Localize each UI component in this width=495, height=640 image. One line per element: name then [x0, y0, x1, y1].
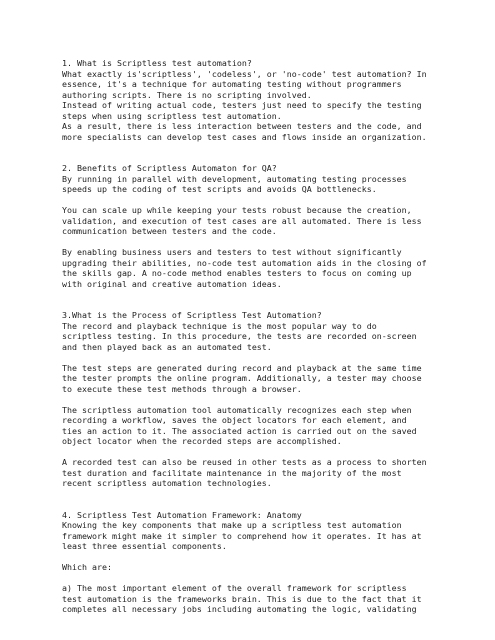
text-line: Instead of writing actual code, testers just need to specify the testing	[62, 100, 422, 110]
paragraph	[62, 247, 492, 289]
text-line: framework might make it simpler to comprehend how it operates. It has at	[62, 530, 422, 541]
text-line: communication between testers and the code.	[62, 226, 277, 236]
text-line: more specialists can develop test cases and flows inside an organization.	[62, 131, 427, 142]
text-line: The test steps are generated during record and playback at the same time	[62, 362, 422, 373]
spacer	[62, 447, 492, 458]
paragraph	[62, 405, 492, 447]
paragraph	[62, 457, 492, 489]
text-line: the tester prompts the online program. Additionally, a tester may choose	[62, 373, 422, 383]
paragraph	[62, 321, 492, 353]
text-line: scriptless testing. In this procedure, the tests are recorded on-screen	[62, 331, 417, 341]
text-line: and then played back as an automated test.	[62, 341, 272, 352]
text-line: to execute these test methods through a browser.	[62, 383, 302, 394]
paragraph	[62, 174, 492, 195]
text-line: Knowing the key components that make up a scriptless test automation	[62, 520, 402, 530]
text-line: validation, and execution of test cases are all automated. There is less	[62, 215, 422, 226]
paragraph	[62, 363, 492, 395]
text-line: A recorded test can also be reused in other tests as a process to shorten	[62, 457, 427, 467]
spacer	[62, 195, 492, 206]
text-line: steps when using scriptless test automation.	[62, 110, 282, 121]
text-line: You can scale up while keeping your tests robust because the creation,	[62, 205, 412, 215]
spacer	[62, 289, 492, 310]
text-line: object locator when the recorded steps are accomplished.	[62, 436, 342, 446]
section-heading: 1. What is Scriptless test automation?	[62, 58, 252, 68]
text-line: By enabling business users and testers to test without significantly	[62, 247, 402, 257]
text-line: a) The most important element of the overall framework for scriptless	[62, 583, 407, 593]
spacer	[62, 394, 492, 405]
paragraph	[62, 520, 492, 552]
spacer	[62, 573, 492, 584]
section-1	[62, 58, 492, 142]
spacer	[62, 489, 492, 510]
spacer	[62, 237, 492, 248]
section-heading: 2. Benefits of Scriptless Automaton for QA?	[62, 163, 277, 173]
section-3	[62, 310, 492, 489]
spacer	[62, 142, 492, 163]
text-line: The scriptless automation tool automatically recognizes each step when	[62, 404, 412, 415]
section-4	[62, 510, 492, 615]
text-line: least three essential components.	[62, 541, 227, 551]
paragraph	[62, 562, 492, 573]
section-2	[62, 163, 492, 289]
text-line: with original and creative automation ideas.	[62, 278, 282, 289]
spacer	[62, 552, 492, 563]
section-heading: 4. Scriptless Test Automation Framework: Anatomy	[62, 509, 302, 520]
spacer	[62, 352, 492, 363]
paragraph	[62, 583, 492, 615]
text-line: By running in parallel with development, automating testing processes	[62, 173, 407, 184]
text-line: The record and playback technique is the most popular way to do	[62, 320, 377, 331]
text-line: test duration and facilitate maintenance in the majority of the most	[62, 467, 402, 478]
text-line: the skills gap. A no-code method enables testers to focus on coming up	[62, 268, 412, 278]
text-line: test automation is the frameworks brain. This is due to the fact that it	[62, 593, 422, 604]
text-line: Which are:	[62, 562, 112, 572]
paragraph	[62, 69, 492, 143]
text-line: As a result, there is less interaction between testers and the code, and	[62, 121, 422, 131]
text-line: essence, it's a technique for automating testing without programmers	[62, 79, 402, 89]
text-line: authoring scripts. There is no scripting involved.	[62, 89, 312, 100]
text-line: ties an action to it. The associated action is carried out on the saved	[62, 425, 417, 436]
section-heading: 3.What is the Process of Scriptless Test Automation?	[62, 310, 322, 320]
text-line: speeds up the coding of test scripts and avoids QA bottlenecks.	[62, 184, 377, 194]
text-line: completes all necessary jobs including automating the logic, validating	[62, 604, 417, 614]
text-line: recent scriptless automation technologies.	[62, 478, 272, 488]
text-line: What exactly is'scriptless', 'codeless', or 'no-code' test automation? In	[62, 68, 427, 79]
document-body	[62, 58, 492, 615]
text-line: upgrading their abilities, no-code test automation aids in the closing of	[62, 257, 427, 268]
text-line: recording a workflow, saves the object locators for each element, and	[62, 415, 407, 425]
paragraph	[62, 205, 492, 237]
